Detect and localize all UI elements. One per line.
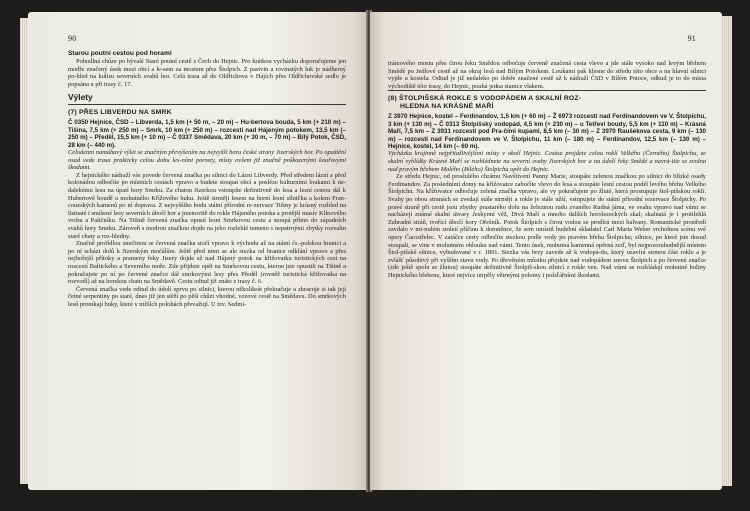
- continued-paragraph: trámového mostu přes čirou řeku Smědou odbočuje červeně značená cesta vlevo a jde stále vysoko nad levým břehem Smědé po Jedlové cestě až na okraj lesů nad Bílým Potokem. Loukami pak klesne do středu této obce a na hlavní silnici vyjde u kostela. Odtud je již nedaleko po dobře značené cestě až k nádraží ČSD v Bílém Potoce, odkud je to do místa východiště této trasy, do Hejnic, pouhá jedna stanice vlakem.: [388, 60, 706, 90]
- left-page: [28, 12, 368, 490]
- page-edges-right: [722, 16, 732, 486]
- route-8-title-line-1: (8) ŠTOLPIŠSKÁ ROKLE S VODOPÁDEM A SKALNÍ ROZ-: [388, 95, 582, 103]
- route-7-description: Celodenní namáhavý výlet se značným převýšením na nejvyšší horu české strany Jizerských hor. Po opuštění osad vede trasa prakticky celou dobu les-ními porosty, místy ovšem již značně poškozenými kouřovými škodami.: [68, 149, 346, 172]
- intro-paragraph: Pohodlná chůze po bývalé Staré poutní cestě z Čech do Hejnic. Pro krátkou vycházku doporučujeme jen modře značený úsek mezi obcí a le-sem za mostem přes Štolpich. Z pastvin a rovinatých luk je nádherný po-hled na kulisu severních svahů hor. Celá trasa až do Oldřichova v Hájích přes Oldřichovské sedlo je popsána u při trasy č. 17.: [68, 58, 346, 88]
- route-8-description: Vycházka krajinně nejpřitažlivějšími místy v okolí Hejnic. Cestou projdete celou roklí Velkého (Černého) Štolpichu, ze skalní vyhlídky Krásné Maří se rozhlédnete na severní svahy Jizerských hor a na údolí řeky Smědé a navrá-tite se zvolna nad pravým břehem Malého (Bílého) Štolpichu opět do Hejnic.: [388, 150, 706, 173]
- page-edges-left: [20, 18, 28, 484]
- route-8-header: [388, 90, 706, 111]
- page-number-right: 91: [687, 34, 696, 43]
- route-7-paragraph-2: Značně prořídlou smrčinou se červená značka stočí vpravo k východu až na státní čs.-polskou hranici a po ní scházi dolů k Jizerským močálům. Ještě před nimi se ale stezka od hranice odklání vpravo a přes nejhořejší přítoky a prameny řeky Jizery dojde až nad Hájený potok na křižovatku turistických cest na rozcestí Baltického a Severního moře. Zde přijdete opět na Smrkovou cestu, kterou jste opustili na Tišině a pokračujete po ní po červené značce dál smrkovými lesy přes Předěl (rovněž turistická křižovatka na rozvodí) až na horskou chatu na Smědavě. Cestu odtud již znáte z trasy č. 6.: [68, 240, 346, 286]
- route-8-title-line-2: HLEDNA NA KRÁSNÉ MAŘÍ: [400, 103, 494, 111]
- left-page-content: [68, 50, 346, 308]
- right-page: [370, 12, 722, 490]
- route-8-summary: Z 3970 Hejnice, kostel – Ferdinandov, 1,5 km (+ 60 m) – Ž 6973 rozcestí nad Ferdinandovem ve V. Štolpichu, 3 km (+ 130 m) – Č 0313 Štolpišský vodopád, 4,5 km (+ 230 m) – u Tetřeví boudy, 5,5 km (+ 110 m) – Krásná Maří, 7,5 km – Z 3931 rozcestí pod Pra-čími kupami, 8,5 km (– 30 m) – Z 3970 Raušekova cesta, 9 km (– 130 m) – rozcestí nad Ferdinandovem ve V. Štolpichu, 11 km (– 180 m) – Ferdinandov, 12,5 km (– 130 m) – Hejnice, kostel, 14 km (– 60 m).: [388, 113, 706, 150]
- route-7-title: (7) PŘES LIBVERDU NA SMRK: [68, 109, 172, 117]
- route-7-paragraph-3: Červená značka vede odtud do údolí zprvu po silnici, kterou několikrát překračuje a zkracuje si tak její četné serpentiny po staré, dnes již jen stěží po pěší chůzi vhodné, vozové cestě na Smědavu. Do smrkových lesů pronikají buky, které v nižších polohách převažují. U tzv. Sedmi-: [68, 285, 346, 308]
- intro-heading: Starou poutní cestou pod horami: [68, 50, 172, 57]
- route-8-paragraph-1: Ze středu Hejnic, od proslulého chrámu Navštívení Panny Marie, stoupáte zelenou značkou po silnici do blízké osady Ferdinandov. Za posledními domy na křižovatce zabočíte vlevo do lesa a stoupáte lesní cestou podél levého břehu Velkého Štolpichu. Na křižovatce odbočuje zelená značka vpravo, ale vy pokračujete po žluté, která prostupuje štol-pišskou roklí. Svahy po obou stranách se zvedají stále strměji a rokle je stále užší, vstupujete do státní přírodní rezervace Štolpichy. Po pravé straně při cestě jsou zbytky prastarého dolu na železnou rudu zvaného Rudná jáma, ve svahu vpravo nad vámi se nacházejí známé skalní útvary Jeskynní věž, Divá Maří a mnoho dalších horolezeckých skal; skalnatá je i protilehlá Zahradní stráň, tvořící úbočí hory Ořešník. Potok Štolpich s čirou vodou se prodírá mezi balvany. Romantické prostředí zavdalo v mi-nulém století příčinu k domněnce, že sem umístil hudební skladatel Carl Maria Weber vrcholnou scénu své opery Čarostřelec. V zatáčce cesty odbočíte stezkou podle vody po pravém břehu Štolpichu; silnice, po které jste dosud stoupali, se vine v mohutném oblouku nad vámi. Tento úsek, mohutná kamenná opěrná zeď, byl nejpozoruhodnější místem Štol-pišské silnice, vybudované v r. 1891. Stezka vás brzy zavede až k vodopá-du, který uzavírá strmou část rokle a je zvlášť působivý při vyšším stavu vody. Po dřevěném můstku přejdete nad vodopádem znovu Štolpich a po červené značce (zde ještě spolu se žlutou) stoupáte definitivně Štolpiš-skou silnicí z rokle ven. Nad vámi se rozkládají mohutné holiny Hejnického hřebene, které nejvíce utrpěly větrnými polomy i požďářními škodami.: [388, 173, 706, 279]
- right-page-content: [388, 60, 706, 280]
- section-title: Výlety: [68, 92, 346, 105]
- route-7-paragraph-1: Z hejnického nádraží vás povede červená značka po silnici do Lázní Libverdy. Před středem lázní a před kolonádou odbočíte po místních cestách vpravo a budete stoupat obcí a posléze kulturními loukami k ne-dalekému lesu na úpatí hory Smrku. Za chatou Jizerkou vstoupíte definitivně do lesa a lesní cestou dál k Hubertově boudě u mohutného Křížového buku. Ještě strměji lesem na horní lesní silničku a kolem Fran-couzských kamenů po ní doprava. Z nejvyššího bodu státní přírodní re-zervace Tišiny je krásný rozhled na listnaté i smíšené lesy severních úbočí hor a jmenovitě do rokle Hájeného potoka a protější masív Klínového vrchu a Paličníku. Na Tišině červená značka opustí lesní Smrkovou cestu a stoupá přímo do západních svahů hory Smrku. Zároveň s modrou značkou dojde na jeho rozlehlé temeno s nepatrnými zbytky rozvalin staré chaty a roz-hledny.: [68, 171, 346, 240]
- route-7-summary: Č 0350 Hejnice, ČSD – Libverda, 1,5 km (+ 50 m, – 20 m) – Hu-bertova bouda, 5 km (+ 210 m) – Tišina, 7,5 km (+ 250 m) – Smrk, 10 km (+ 250 m) – rozcestí nad Hájeným potokem, 13,5 km (– 250 m) – Předěl, 15,5 km (+ 10 m) – Č 0337 Smědava, 20 km (+ 30 m, – 70 m) – Bílý Potok, ČSD, 28 km (– 440 m).: [68, 119, 346, 149]
- page-number-left: 90: [68, 34, 77, 43]
